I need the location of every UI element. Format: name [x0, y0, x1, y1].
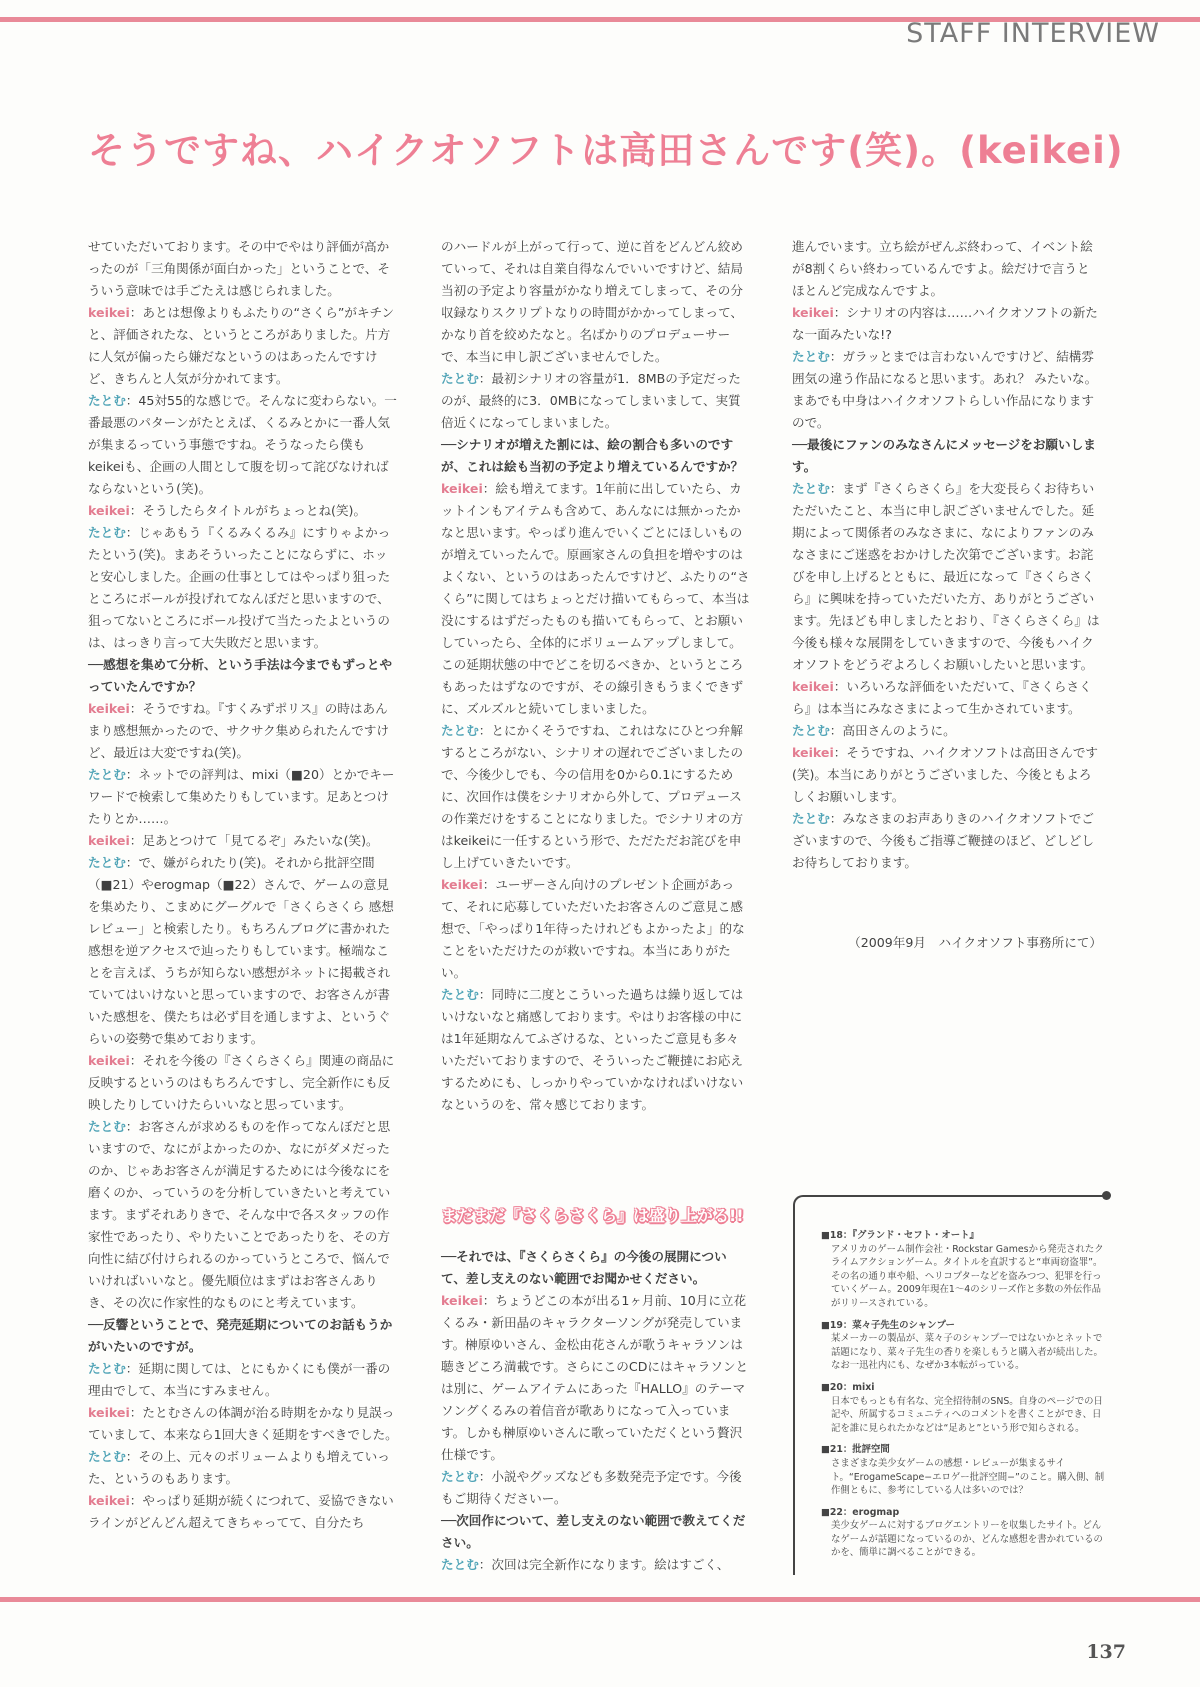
speaker-name: たとむ — [88, 525, 126, 540]
footnote-body: 某メーカーの製品が、菜々子のシャンプーではないかとネットで話題になり、菜々子先生の香りを楽しもうと購入者が続出した。なお一迅社内にも、なぜか3本転がっている。 — [831, 1333, 1103, 1372]
footnote-body: さまざまな美少女ゲームの感想・レビューが集まるサイト。“ErogameScape−エロゲー批評空間−”のこと。購入側、制作側ともに、参考にしている人は多いのでは？ — [831, 1457, 1105, 1497]
column-3 — [792, 236, 1102, 874]
interviewer-question: ──感想を集めて分析、という手法は今までもずっとやっていたんですか？ — [88, 657, 393, 694]
footnote-title: ■18：『グランド・セフト・オート』 — [821, 1230, 979, 1241]
speaker-name: たとむ — [88, 1449, 126, 1464]
speech-text: ：とにかくそうですね、これはなにひとつ弁解するところがない、シナリオの遅れでございましたので、今後少しでも、今の信用を0から0.1にするために、次回作は僕をシナリオから外して、プロデュースの作業だけをすることになりました。でシナリオの方はkeikeiに一任するという形で、ただただお詫びを申し上げていきたいです。 — [441, 723, 744, 870]
interviewer-question: ──反響ということで、発売延期についてのお話もうかがいたいのですが。 — [88, 1317, 393, 1354]
speaker-name: たとむ — [441, 371, 479, 386]
signature-block — [792, 918, 1102, 954]
subheading-banner: まだまだ『さくらさくら』は盛り上がる!! — [441, 1206, 744, 1225]
speaker-name: keikei — [441, 1293, 483, 1308]
paragraph — [441, 984, 751, 1116]
paragraph — [88, 1314, 398, 1358]
paragraph — [88, 830, 398, 852]
speech-text: ：ネットでの評判は、mixi（■20）とかでキーワードで検索して集めたりもしています。足あとつけたりとか……。 — [88, 767, 395, 826]
speaker-name: たとむ — [88, 1119, 126, 1134]
paragraph — [88, 1490, 398, 1534]
paragraph — [88, 1116, 398, 1314]
section-label: STAFF INTERVIEW — [906, 18, 1160, 49]
footnote-item — [821, 1506, 1107, 1560]
footnote-item — [821, 1319, 1107, 1373]
speaker-name: たとむ — [792, 811, 830, 826]
paragraph — [792, 808, 1102, 874]
paragraph — [88, 236, 398, 302]
speech-text: ：ちょうどこの本が出る1ヶ月前、10月に立花くるみ・新田晶のキャラクターソングが発売しています。榊原ゆいさん、金松由花さんが歌うキャラソンは聴きどころ満載です。さらにこのCDにはキャラソンとは別に、ゲームアイテムにあった『HALLO』のテーマソングくるみの着信音が歌ありになって入っています。しかも榊原ゆいさんに歌っていただくという贅沢仕様です。 — [441, 1293, 749, 1462]
paragraph — [792, 742, 1102, 808]
paragraph — [88, 764, 398, 830]
speaker-name: keikei — [88, 1493, 130, 1508]
footnotes-list — [821, 1229, 1107, 1568]
paragraph — [441, 236, 751, 368]
paragraph — [792, 302, 1102, 346]
footnote-title: ■22：erogmap — [821, 1506, 900, 1518]
speech-text: 進んでいます。立ち絵がぜんぶ終わって、イベント絵が8割くらい終わっているんですよ。絵だけで言うとほとんど完成なんですよ。 — [792, 239, 1093, 298]
paragraph — [88, 1446, 398, 1490]
footnote-body: 日本でもっとも有名な、完全招待制のSNS。自身のページでの日記や、所属するコミュニティへのコメントを書くことができ、日記を誰に見られたかなどは“足あと”という形で知らされる。 — [831, 1395, 1103, 1434]
speech-text: ：で、嫌がられたり(笑)。それから批評空間（■21）やerogmap（■22）さんで、ゲームの意見を集めたり、こまめにグーグルで「さくらさくら 感想 レビュー」と検索したり。もちろんブログに書かれた感想を逆アクセスで辿ったりもしています。極端なことを言えば、うちが知らない感想がネットに掲載されていてはいけないと思っていますので、お客さんが書いた感想を、僕たちは必ず目を通しますよ、というぐらいの姿勢で集めております。 — [88, 855, 394, 1046]
speech-text: ：そうしたらタイトルがちょっとね(笑)。 — [129, 503, 367, 518]
paragraph — [792, 676, 1102, 720]
paragraph — [792, 346, 1102, 434]
interviewer-question: ──次回作について、差し支えのない範囲で教えてください。 — [441, 1513, 746, 1550]
speaker-name: keikei — [88, 833, 130, 848]
bottom-rule — [0, 1597, 1200, 1602]
column-2-continued — [441, 1246, 751, 1576]
signature: （2009年9月 ハイクオソフト事務所にて） — [848, 935, 1102, 950]
speech-text: ：小説やグッズなども多数発売予定です。今後もご期待くださいー。 — [441, 1469, 742, 1506]
speaker-name: keikei — [88, 1053, 130, 1068]
paragraph — [441, 874, 751, 984]
speaker-name: keikei — [88, 305, 130, 320]
speech-text: ：ガラッとまでは言わないんですけど、結構雰囲気の違う作品になると思います。あれ？ みたいな。まあでも中身はハイクオソフトらしい作品になりますので。 — [792, 349, 1098, 430]
speaker-name: keikei — [792, 305, 834, 320]
paragraph — [792, 236, 1102, 302]
interviewer-question: ──最後にファンのみなさんにメッセージをお願いします。 — [792, 437, 1096, 474]
paragraph — [88, 1402, 398, 1446]
paragraph — [88, 500, 398, 522]
paragraph — [88, 698, 398, 764]
speech-text: ：同時に二度とこういった過ちは繰り返してはいけないなと痛感しております。やはりお客様の中には1年延期なんてふざけるな、といったご意見も多々いただいておりますので、そういったご鞭撻にお応えするためにも、しっかりやっていかなければいけないなというのを、常々感じております。 — [441, 987, 744, 1112]
speaker-name: keikei — [88, 1405, 130, 1420]
speech-text: せていただいております。その中でやはり評価が高かったのが「三角関係が面白かった」ということで、そういう意味では手ごたえは感じられました。 — [88, 239, 390, 298]
paragraph — [441, 1466, 751, 1510]
speech-text: ：次回は完全新作になります。絵はすごく、 — [478, 1557, 730, 1572]
paragraph — [88, 654, 398, 698]
speech-text: ：じゃあもう『くるみくるみ』にすりゃよかったという(笑)。まあそういったことにならずに、ホッと安心しました。企画の仕事としてはやっぱり狙ったところにボールが投げれてなんぼだと思いますので、狙ってないところにボール投げて当たったよというのは、はっきり言って大失敗だと思います。 — [88, 525, 391, 650]
speech-text: ：みなさまのお声ありきのハイクオソフトでございますので、今後もご指導ご鞭撻のほど、どしどしお待ちしております。 — [792, 811, 1094, 870]
speaker-name: たとむ — [88, 1361, 126, 1376]
interviewer-question: ──それでは、『さくらさくら』の今後の展開について、差し支えのない範囲でお聞かせください。 — [441, 1249, 727, 1286]
speech-text: ：足あとつけて「見てるぞ」みたいな(笑)。 — [129, 833, 379, 848]
paragraph — [441, 478, 751, 720]
footnote-body: 美少女ゲームに対するブログエントリーを収集したサイト。どんなゲームが話題になっているのか、どんな感想を書かれているのかを、簡単に調べることができる。 — [831, 1520, 1103, 1559]
speech-text: ：最初シナリオの容量が1．8MBの予定だったのが、最終的に3．0MBになってしまいまして、実質倍近くになってしまいました。 — [441, 371, 741, 430]
speech-text: ：あとは想像よりもふたりの“さくら”がキチンと、評価されたな、というところがありました。片方に人気が偏ったら嫌だなというのはあったんですけど、きちんと人気が分かれてます。 — [88, 305, 395, 386]
paragraph — [441, 1510, 751, 1554]
speech-text: ：いろいろな評価をいただいて、『さくらさくら』は本当にみなさまによって生かされています。 — [792, 679, 1092, 716]
speech-text: のハードルが上がって行って、逆に首をどんどん絞めていって、それは自業自得なんでいいですけど、結局当初の予定より容量がかなり増えてしまって、その分収録なりスクリプトなりの時間がかかってしまって、かなり首を絞めたなと。名ばかりのプロデューサーで、本当に申し訳ございませんでした。 — [441, 239, 743, 364]
paragraph — [88, 302, 398, 390]
speaker-name: たとむ — [441, 987, 479, 1002]
footnote-item — [821, 1381, 1107, 1435]
speech-text: ：シナリオの内容は……ハイクオソフトの新たな一面みたいな!? — [792, 305, 1098, 342]
interviewer-question: ──シナリオが増えた割には、絵の割合も多いのですが、これは絵も当初の予定より増えているんですか？ — [441, 437, 744, 474]
speech-text: ：そうですね、ハイクオソフトは高田さんです(笑)。本当にありがとうございました、今後ともよろしくお願いします。 — [792, 745, 1099, 804]
speaker-name: keikei — [88, 701, 130, 716]
speech-text: ：その上、元々のボリュームよりも増えていった、というのもあります。 — [88, 1449, 390, 1486]
speech-text: ：まず『さくらさくら』を大変長らくお待ちいただいたこと、本当に申し訳ございませんでした。延期によって関係者のみなさまに、なによりファンのみなさまにご迷惑をおかけした次第でございます。お詫びを申し上げるとともに、最近になって『さくらさくら』に興味を持っていただいた方、ありがとうございます。先ほども申しましたとおり、『さくらさくら』は今後も様々な展開をしていきますので、今後もハイクオソフトをどうぞよろしくお願いしたいと思います。 — [792, 481, 1100, 672]
column-2 — [441, 236, 751, 1116]
speech-text: ：延期に関しては、とにもかくにも僕が一番の理由でして、本当にすみません。 — [88, 1361, 391, 1398]
footnote-item — [821, 1229, 1107, 1311]
speaker-name: たとむ — [88, 855, 126, 870]
paragraph — [441, 368, 751, 434]
footnotes-box — [793, 1195, 1107, 1575]
speaker-name: たとむ — [792, 723, 830, 738]
paragraph — [792, 434, 1102, 478]
paragraph — [441, 1554, 751, 1576]
column-1 — [88, 236, 398, 1534]
speaker-name: keikei — [441, 481, 483, 496]
paragraph — [441, 720, 751, 874]
speech-text: ：それを今後の『さくらさくら』関連の商品に反映するというのはもちろんですし、完全新作にも反映したりしていけたらいいなと思っています。 — [88, 1053, 395, 1112]
speaker-name: keikei — [792, 679, 834, 694]
speaker-name: たとむ — [792, 481, 830, 496]
speech-text: ：ユーザーさん向けのプレゼント企画があって、それに応募していただいたお客さんのご意見こ感想で、「やっぱり1年待ったけれどもよかったよ」的なことをいただけたのが救いですね。本当にありがたい。 — [441, 877, 745, 980]
paragraph — [441, 1290, 751, 1466]
speaker-name: keikei — [88, 503, 130, 518]
speech-text: ：そうですね。『すくみずポリス』の時はあんまり感想無かったので、サクサク集められたんですけど、最近は大変ですね(笑)。 — [88, 701, 389, 760]
speech-text: ：高田さんのように。 — [829, 723, 956, 738]
speech-text: ：やっぱり延期が続くにつれて、妥協できないラインがどんどん超えてきちゃってて、自分たち — [88, 1493, 394, 1530]
speaker-name: たとむ — [441, 1557, 479, 1572]
footnote-title: ■21：批評空間 — [821, 1444, 890, 1456]
box-corner-dot — [1102, 1191, 1111, 1200]
speaker-name: たとむ — [441, 723, 479, 738]
paragraph — [88, 1358, 398, 1402]
speech-text: ：絵も増えてます。1年前に出していたら、カットインもアイテムも含めて、あんなには無かったかなと思います。やっぱり進んでいくごとにほしいものが増えていったんで。原画家さんの負担を増やすのはよくない、というのはあったんですけど、ふたりの“さくら”に関してはちょっとだけ描いてもらって、本当は没にするはずだったものも描いてもらって、とお願いしていったら、全体的にボリュームアップしまして。この延期状態の中でどこを切るべきか、というところもあったはずなのですが、その線引きもうまくできずに、ズルズルと続いてしまいました。 — [441, 481, 750, 716]
speech-text: ：45対55的な感じで。そんなに変わらない。一番最悪のパターンがたとえば、くるみとかに一番人気が集まるっていう事態ですね。そうなったら僕もkeikeiも、企画の人間として腹を切って詫びなければならないという(笑)。 — [88, 393, 397, 496]
paragraph — [88, 1050, 398, 1116]
paragraph — [441, 434, 751, 478]
speaker-name: keikei — [792, 745, 834, 760]
speaker-name: たとむ — [792, 349, 830, 364]
paragraph — [792, 478, 1102, 676]
paragraph — [88, 852, 398, 1050]
speaker-name: keikei — [441, 877, 483, 892]
page-number: 137 — [1086, 1641, 1126, 1663]
footnote-body: アメリカのゲーム制作会社・Rockstar Gamesから発売されたクライムアクションゲーム。タイトルを直訳すると“車両窃盗罪”。その名の通り車や船、ヘリコプターなどを盗みつつ、犯罪を行っていくゲーム。2009年現在1〜4のシリーズ作と多数の外伝作品がリリースされている。 — [831, 1243, 1104, 1309]
speaker-name: たとむ — [88, 393, 126, 408]
speaker-name: たとむ — [441, 1469, 479, 1484]
footnote-title: ■19：菜々子先生のシャンプー — [821, 1319, 955, 1331]
headline-quote: そうですね、ハイクオソフトは高田さんです(笑)。(keikei) — [88, 129, 1124, 172]
footnote-title: ■20：mixi — [821, 1381, 875, 1393]
speech-text: ：たとむさんの体調が治る時期をかなり見誤っていまして、本来なら1回大きく延期をすべきでした。 — [88, 1405, 398, 1442]
speaker-name: たとむ — [88, 767, 126, 782]
paragraph — [88, 522, 398, 654]
speech-text: ：お客さんが求めるものを作ってなんぼだと思いますので、なにがよかったのか、なにがダメだったのか、じゃあお客さんが満足するためには今後なにを磨くのか、っていうのを分析していきたいと考えています。まずそれありきで、そんな中で各スタッフの作家性であったり、やりたいことであったりを、その方向性に結び付けられるのかっていうところで、悩んでいければいいなと。優先順位はまずはお客さんありき、その次に作家性的なものにと考えています。 — [88, 1119, 391, 1310]
paragraph — [441, 1246, 751, 1290]
footnote-item — [821, 1443, 1107, 1497]
paragraph — [792, 720, 1102, 742]
paragraph — [88, 390, 398, 500]
